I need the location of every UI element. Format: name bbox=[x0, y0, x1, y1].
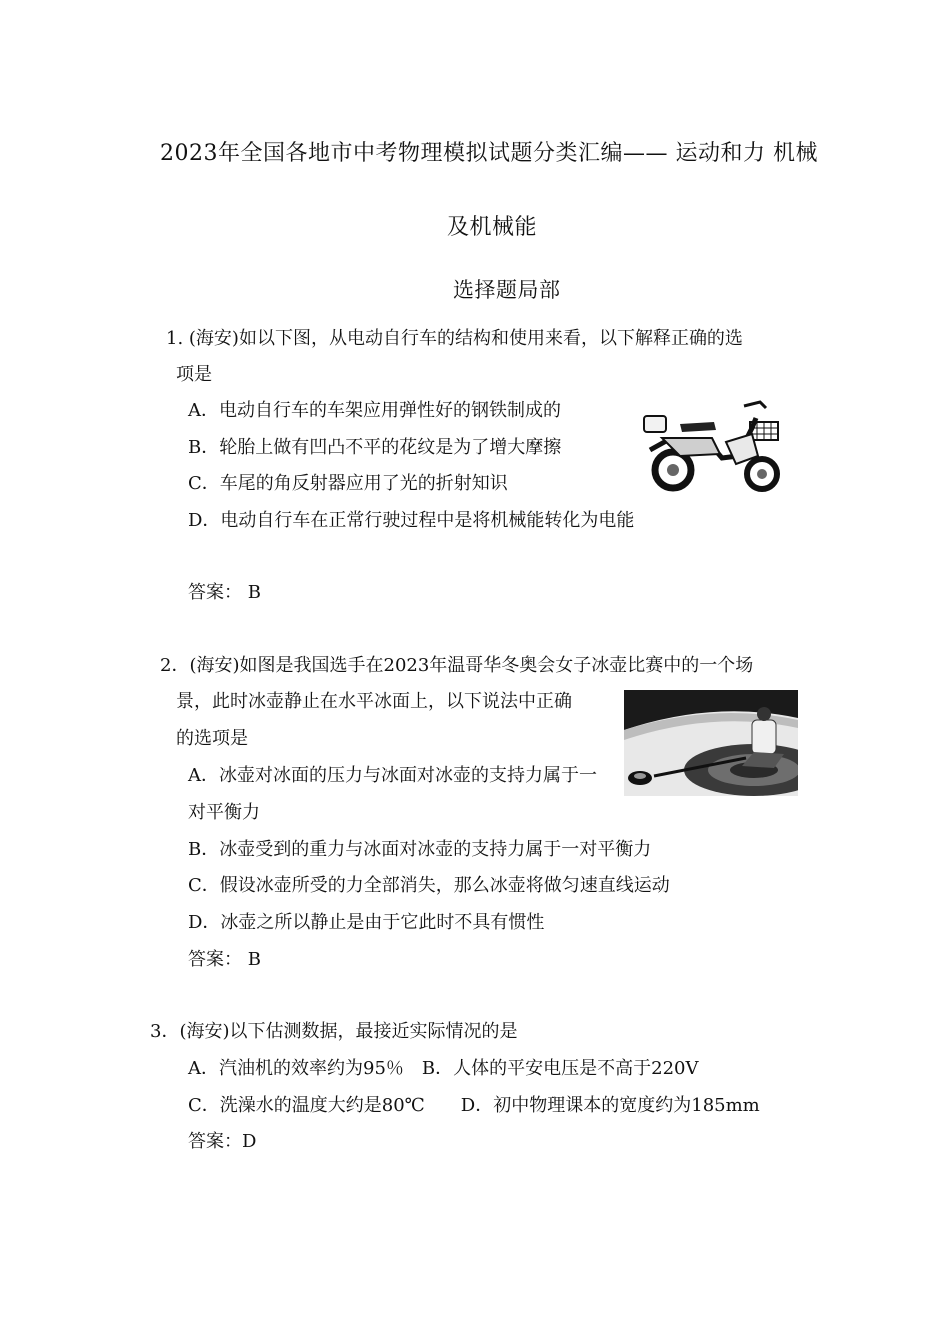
electric-bicycle-image bbox=[640, 398, 785, 496]
document-title-line2: 及机械能 bbox=[447, 215, 538, 240]
question-3-options-row1: A．汽油机的效率约为95％ B．人体的平安电压是不高于220V bbox=[188, 1058, 699, 1079]
question-3-stem: 3．(海安)以下估测数据，最接近实际情况的是 bbox=[150, 1021, 518, 1042]
question-1-option-c: C．车尾的角反射器应用了光的折射知识 bbox=[188, 473, 508, 494]
question-2-stem-line2: 景，此时冰壶静止在水平冰面上，以下说法中正确 bbox=[176, 691, 572, 712]
question-2-stem-line3: 的选项是 bbox=[176, 728, 248, 749]
question-2-option-d: D．冰壶之所以静止是由于它此时不具有惯性 bbox=[188, 912, 545, 933]
curling-photo-image bbox=[624, 690, 798, 796]
question-1-answer: 答案： B bbox=[188, 582, 261, 603]
section-heading: 选择题局部 bbox=[453, 278, 561, 302]
question-1-stem-line2: 项是 bbox=[176, 364, 212, 385]
question-2-answer: 答案： B bbox=[188, 949, 261, 970]
question-2-stem-line1: 2．(海安)如图是我国选手在2023年温哥华冬奥会女子冰壶比赛中的一个场 bbox=[160, 655, 754, 676]
question-1-option-d: D．电动自行车在正常行驶过程中是将机械能转化为电能 bbox=[188, 510, 635, 531]
question-2-option-a-cont: 对平衡力 bbox=[188, 802, 260, 823]
question-2-option-b: B．冰壶受到的重力与冰面对冰壶的支持力属于一对平衡力 bbox=[188, 839, 652, 860]
question-3-options-row2: C．洗澡水的温度大约是80℃ D．初中物理课本的宽度约为185mm bbox=[188, 1095, 760, 1116]
question-3-answer: 答案：D bbox=[188, 1131, 257, 1152]
question-2-option-c: C．假设冰壶所受的力全部消失，那么冰壶将做匀速直线运动 bbox=[188, 875, 670, 896]
question-2-option-a: A．冰壶对冰面的压力与冰面对冰壶的支持力属于一 bbox=[188, 765, 597, 786]
question-1-stem-line1: 1. (海安)如以下图，从电动自行车的结构和使用来看，以下解释正确的选 bbox=[166, 328, 743, 349]
document-title-line1: 2023年全国各地市中考物理模拟试题分类汇编—— 运动和力 机械 bbox=[160, 141, 818, 166]
question-1-option-b: B．轮胎上做有凹凸不平的花纹是为了增大摩擦 bbox=[188, 437, 562, 458]
question-1-option-a: A．电动自行车的车架应用弹性好的钢铁制成的 bbox=[188, 400, 561, 421]
